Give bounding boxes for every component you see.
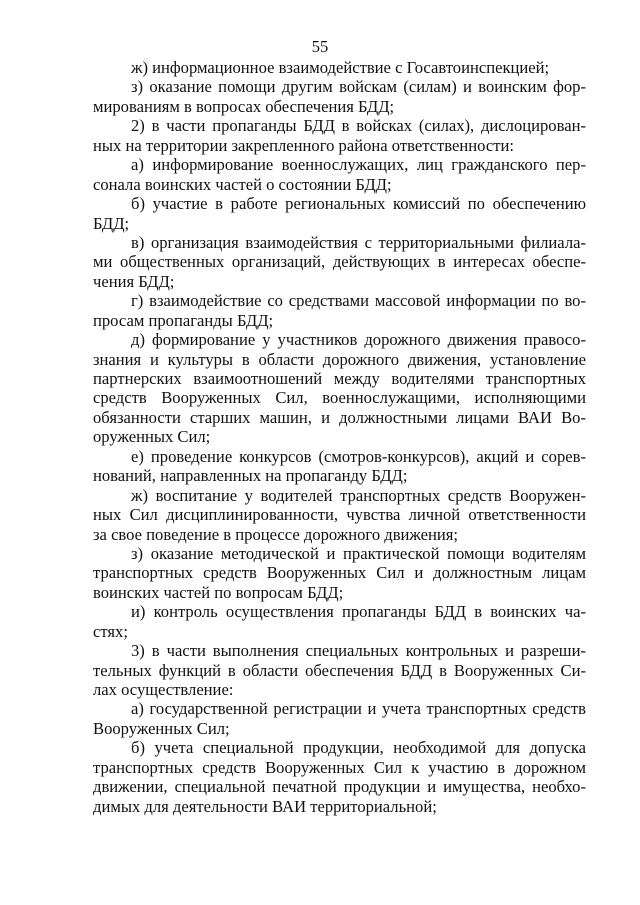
text-line: и) контроль осуществления пропаганды БДД в воинских ча-: [131, 602, 586, 622]
text-line: просам пропаганды БДД;: [93, 310, 274, 330]
text-line: движении, специальной печатной продукции и имущества, необхо-: [93, 777, 586, 797]
text-line: 3) в части выполнения специальных контрольных и разреши-: [131, 641, 586, 661]
text-line: 2) в части пропаганды БДД в войсках (силах), дислоцирован-: [131, 116, 586, 136]
text-line: д) формирование у участников дорожного движения правосо-: [131, 330, 586, 350]
text-line: г) взаимодействие со средствами массовой информации по во-: [131, 291, 586, 311]
text-line: средств Вооруженных Сил, военнослужащими, исполняющими: [93, 388, 586, 408]
text-line: з) оказание методической и практической помощи водителям: [131, 543, 586, 563]
text-line: е) проведение конкурсов (смотров-конкурсов), акций и сорев-: [131, 446, 586, 466]
text-line: ных Сил дисциплинированности, чувства личной ответственности: [93, 505, 586, 525]
text-line: за свое поведение в процессе дорожного движения;: [93, 524, 459, 544]
text-line: БДД;: [93, 213, 130, 233]
text-line: б) участие в работе региональных комиссий по обеспечению: [131, 194, 586, 214]
text-line: димых для деятельности ВАИ территориальной;: [93, 796, 437, 816]
text-line: з) оказание помощи другим войскам (силам) и воинским фор-: [131, 77, 586, 97]
text-line: воинских частей по вопросам БДД;: [93, 582, 344, 602]
text-line: обязанности старших машин, и должностными лицами ВАИ Во-: [93, 407, 586, 427]
text-line: лах осуществление:: [93, 680, 234, 699]
text-line: ж) воспитание у водителей транспортных средств Вооружен-: [131, 485, 586, 505]
text-line: нований, направленных на пропаганду БДД;: [93, 466, 408, 486]
text-line: Вооруженных Сил;: [93, 718, 230, 738]
text-line: чения БДД;: [93, 271, 175, 291]
text-line: стях;: [93, 621, 128, 641]
text-line: оруженных Сил;: [93, 427, 211, 447]
text-line: сонала воинских частей о состоянии БДД;: [93, 174, 392, 194]
text-line: транспортных средств Вооруженных Сил и должностным лицам: [93, 563, 586, 583]
text-line: б) учета специальной продукции, необходимой для допуска: [131, 738, 586, 758]
text-line: транспортных средств Вооруженных Сил к участию в дорожном: [93, 757, 586, 777]
text-line: а) государственной регистрации и учета транспортных средств: [131, 699, 586, 719]
document-body: [93, 58, 586, 816]
text-line: а) информирование военнослужащих, лиц гражданского пер-: [131, 155, 586, 175]
text-line: мированиям в вопросах обеспечения БДД;: [93, 96, 395, 116]
page-number: 55: [311, 37, 329, 56]
text-line: партнерских взаимоотношений между водителями транспортных: [93, 369, 586, 388]
text-line: ж) информационное взаимодействие с Госавтоинспекцией;: [131, 58, 550, 77]
text-line: ных на территории закрепленного района ответственности:: [93, 135, 514, 155]
text-line: ми общественных организаций, действующих в интересах обеспе-: [93, 252, 586, 272]
text-line: тельных функций в области обеспечения БДД в Вооруженных Си-: [93, 660, 586, 680]
text-line: знания и культуры в области дорожного движения, установление: [93, 349, 586, 369]
text-line: в) организация взаимодействия с территориальными филиала-: [131, 232, 586, 252]
